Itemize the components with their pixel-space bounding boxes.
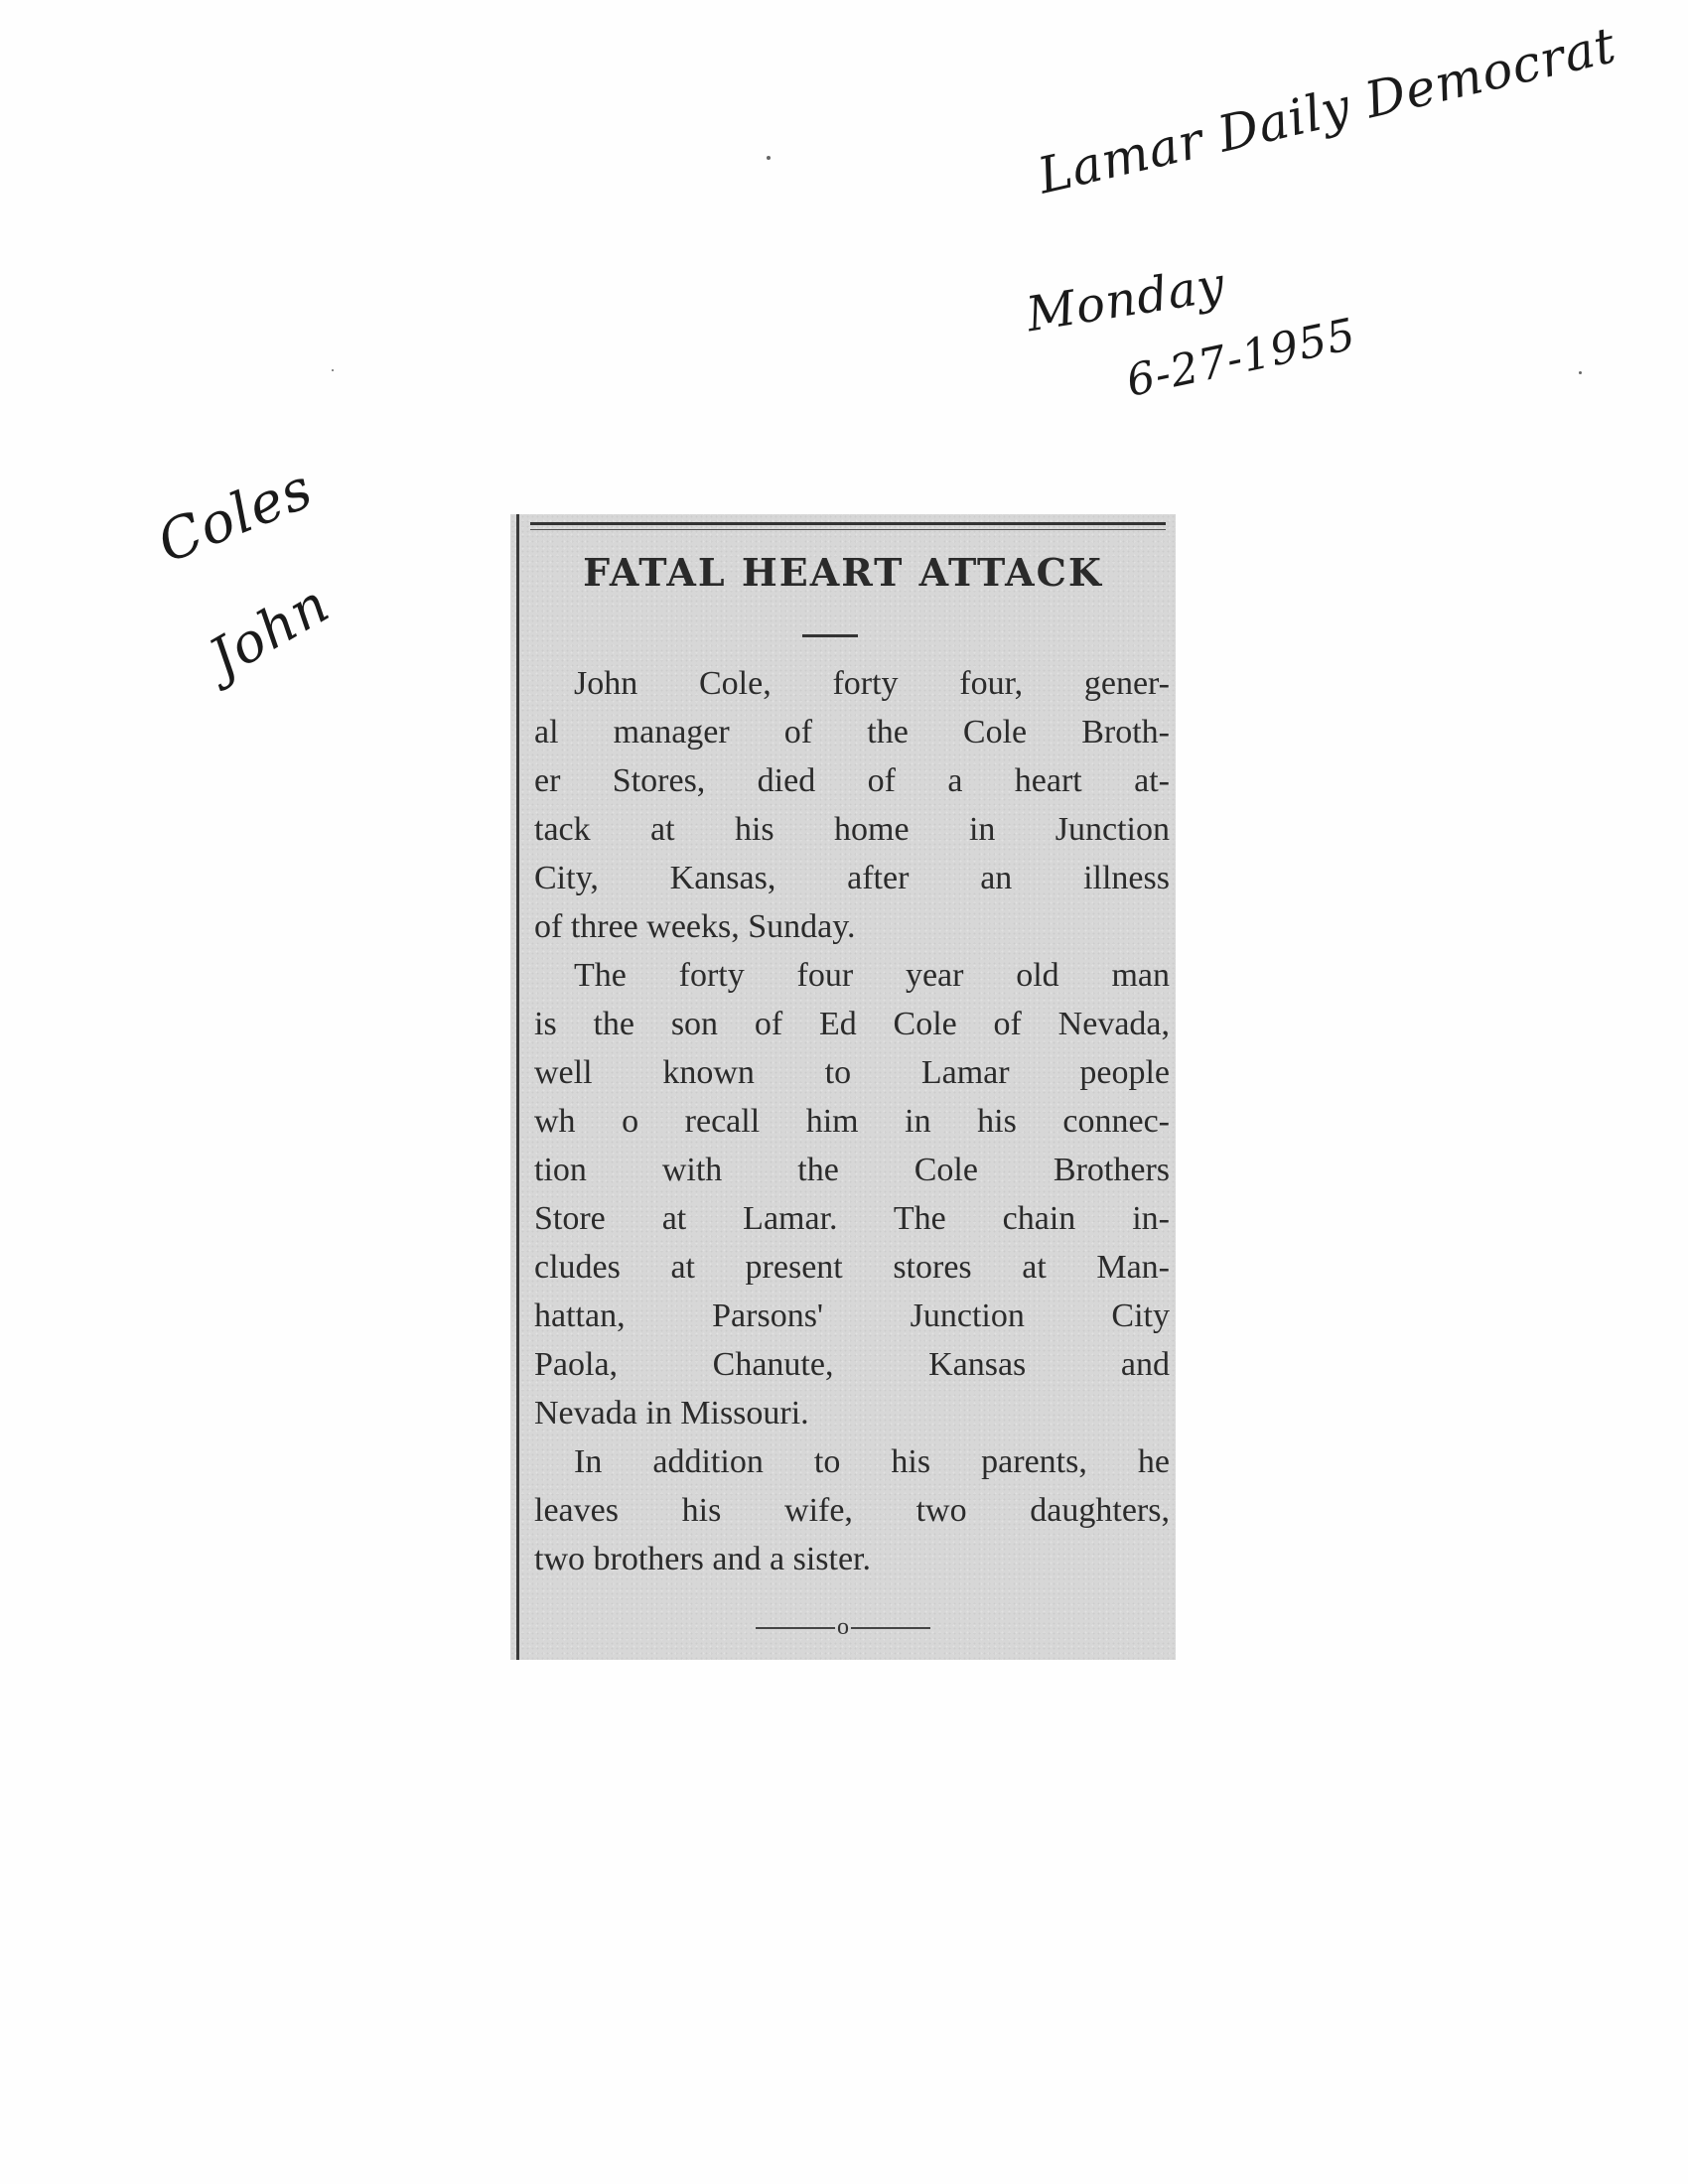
article-line: of three weeks, Sunday. [534, 908, 856, 945]
end-mark-dash-left [756, 1627, 835, 1629]
headline: FATAL HEART ATTACK [583, 550, 1103, 595]
handwritten-surname: Coles [149, 456, 322, 577]
clipping-column-rule [516, 514, 519, 1660]
end-mark-glyph: o [837, 1614, 849, 1640]
clipping-top-rule [530, 522, 1166, 525]
article-line: Paola, Chanute, Kansas and [534, 1346, 1170, 1383]
clipping-top-rule-thin [530, 529, 1166, 530]
end-mark-dash-right [851, 1627, 930, 1629]
article-line: is the son of Ed Cole of Nevada, [534, 1006, 1170, 1042]
scan-speck [332, 369, 334, 371]
article-line: hattan, Parsons' Junction City [534, 1297, 1170, 1334]
newspaper-clipping [510, 514, 1176, 1660]
article-line: Store at Lamar. The chain in- [534, 1200, 1170, 1237]
article-paragraph [534, 659, 1170, 951]
scan-speck [1579, 371, 1582, 374]
article-line: two brothers and a sister. [534, 1541, 871, 1577]
article-line: The forty four year old man [574, 957, 1170, 994]
article-line: well known to Lamar people [534, 1054, 1170, 1091]
article-line: John Cole, forty four, gener- [574, 665, 1170, 702]
article-line: Nevada in Missouri. [534, 1395, 809, 1432]
article-paragraph [534, 1437, 1170, 1583]
handwritten-given-name: John [199, 572, 341, 690]
article-line: In addition to his parents, he [574, 1443, 1170, 1480]
article-line: tion with the Cole Brothers [534, 1152, 1170, 1188]
handwritten-newspaper-name: Lamar Daily Democrat [1033, 16, 1621, 205]
article-line: City, Kansas, after an illness [534, 860, 1170, 896]
end-of-article-mark [510, 1614, 1176, 1641]
article-line: leaves his wife, two daughters, [534, 1492, 1170, 1529]
article-paragraph [534, 951, 1170, 1437]
article-line: wh o recall him in his connec- [534, 1103, 1170, 1140]
handwritten-weekday: Monday [1023, 256, 1229, 343]
article-line: cludes at present stores at Man- [534, 1249, 1170, 1286]
article-body [534, 659, 1170, 1583]
article-line: er Stores, died of a heart at- [534, 762, 1170, 799]
headline-rule [802, 634, 858, 637]
scan-speck [767, 156, 771, 160]
article-line: tack at his home in Junction [534, 811, 1170, 848]
handwritten-date: 6-27-1955 [1122, 309, 1361, 407]
article-line: al manager of the Cole Broth- [534, 714, 1170, 751]
